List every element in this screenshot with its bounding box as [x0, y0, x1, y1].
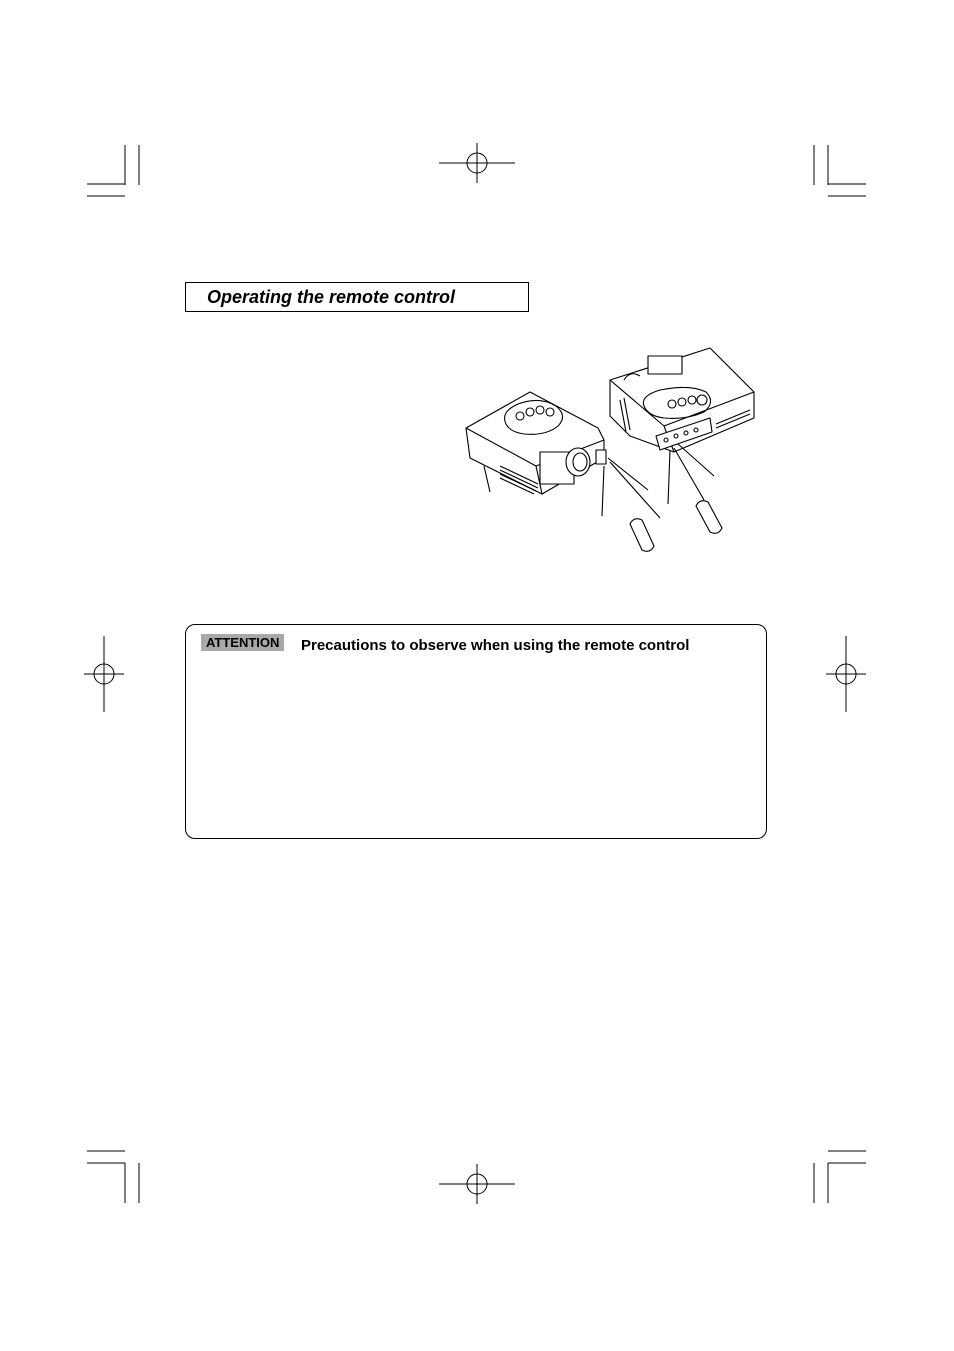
attention-box — [185, 624, 767, 839]
registration-mark-right — [826, 636, 866, 712]
section-title: Operating the remote control — [207, 287, 456, 307]
remote-control-front-image — [602, 458, 660, 551]
crop-mark-top-left — [87, 145, 139, 196]
projector-front-image — [466, 392, 606, 494]
attention-badge: ATTENTION — [201, 634, 284, 651]
remote-control-rear-image — [668, 444, 722, 533]
section-title-box — [185, 282, 529, 312]
projector-rear-image — [610, 348, 754, 452]
registration-mark-left — [84, 636, 124, 712]
attention-heading: Precautions to observe when using the remote control — [301, 637, 690, 654]
crop-mark-top-right — [814, 145, 866, 196]
projector-illustration — [460, 340, 760, 560]
registration-mark-top — [439, 143, 515, 183]
crop-mark-bottom-left — [87, 1151, 139, 1203]
crop-mark-bottom-right — [814, 1151, 866, 1203]
registration-mark-bottom — [439, 1164, 515, 1204]
